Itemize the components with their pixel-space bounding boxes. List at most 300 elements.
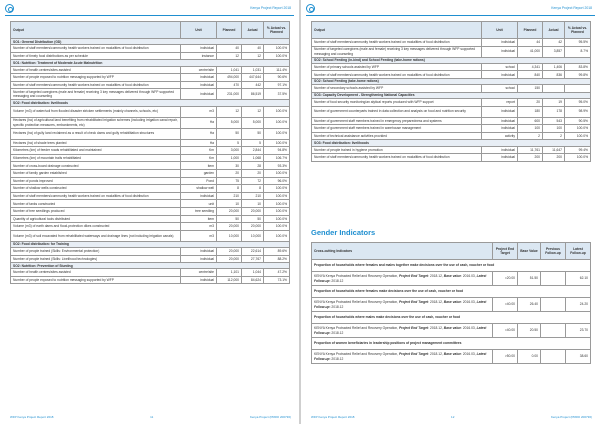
unit-cell: individual <box>482 125 518 133</box>
output-cell: Number of government counterparts trained in data collection and analysis on food and nutrition security <box>312 106 482 117</box>
output-cell: Number of staff members/community health workers trained on modalities of food distribution <box>312 39 482 47</box>
source-latest-date: : 2018.12 <box>329 304 344 309</box>
planned-cell: 200 <box>518 154 543 162</box>
planned-cell: 2 <box>518 132 543 140</box>
left-page <box>0 0 299 424</box>
source-target-date: : 2018.12, <box>428 299 444 304</box>
output-cell: Number of people trained (Skills: Environmental protection) <box>11 247 181 255</box>
base-value: 20.50 <box>518 324 541 338</box>
planned-cell: 50 <box>217 215 242 223</box>
pct-cell: 100.0% <box>565 154 591 162</box>
outputs-table-right <box>311 21 591 162</box>
indicator-data-row <box>312 324 591 338</box>
target-value: =40.00 <box>493 324 518 338</box>
table-row <box>312 117 591 125</box>
gender-table <box>311 242 591 364</box>
table-row <box>11 230 290 241</box>
unit-cell: individual <box>482 146 518 154</box>
col-indicator: Cross-cutting Indicators <box>312 243 493 260</box>
actual-cell: 10 <box>242 200 264 208</box>
planned-cell: 20,000 <box>217 207 242 215</box>
source-base-date: : 2016.03, <box>461 299 477 304</box>
planned-cell: 10,000 <box>217 230 242 241</box>
actual-cell: 210 <box>242 192 264 200</box>
table-row <box>11 74 290 82</box>
pct-cell: 90.6% <box>264 74 290 82</box>
actual-cell: 1,031 <box>242 66 264 74</box>
pct-cell: 99.8% <box>565 71 591 79</box>
previous-value <box>541 350 566 364</box>
table-row <box>11 66 290 74</box>
output-cell: Number of people trained (Skills: Livelihood technologies) <box>11 255 181 263</box>
footer-right: Kenya Project (PRRO 200736) <box>550 415 592 419</box>
output-cell: Hectares (ha) of agricultural land benefiting from rehabilitated irrigation schemes (including irrigation canal repair, specific protection measures, embankments, etc) <box>11 117 181 128</box>
unit-cell: individual <box>482 117 518 125</box>
table-row <box>11 147 290 155</box>
pct-cell: 100.0% <box>264 128 290 139</box>
planned-cell: 20,000 <box>217 223 242 231</box>
indicator-title: Proportion of households where females and males together make decisions over the use of cash, voucher or food <box>312 260 591 272</box>
indicator-title-row <box>312 260 591 272</box>
previous-value <box>541 298 566 312</box>
pct-cell: 99.4% <box>565 146 591 154</box>
pct-cell: 95.5% <box>565 39 591 47</box>
footer <box>311 415 592 419</box>
actual-cell: 19 <box>543 98 565 106</box>
page-number: 11 <box>150 415 154 419</box>
col-latest: Latest Follow-up <box>566 243 591 260</box>
actual-cell: 50 <box>242 215 264 223</box>
planned-cell: 600 <box>518 117 543 125</box>
header-rule <box>306 15 595 16</box>
source-target-label: Project End Target <box>398 299 429 304</box>
latest-value: 23.70 <box>566 324 591 338</box>
latest-value: 62.10 <box>566 272 591 286</box>
source-target-label: Project End Target <box>398 351 429 356</box>
col-unit: Unit <box>181 22 217 39</box>
col-actual: Actual <box>242 22 264 39</box>
source-base-label: Base value <box>443 273 461 278</box>
output-cell: Hectares (ha) of shade trees planted <box>11 139 181 147</box>
pct-cell: 100.0% <box>264 215 290 223</box>
indicator-source <box>312 350 493 364</box>
planned-cell: 231,000 <box>217 89 242 100</box>
table-row <box>11 45 290 53</box>
base-value: 51.50 <box>518 272 541 286</box>
actual-cell: 11,647 <box>543 146 565 154</box>
source-base-date: : 2016.03, <box>461 273 477 278</box>
col-planned: Planned <box>217 22 242 39</box>
source-location: KENYA Kenya Protracted Relief and Recovery Operation, <box>314 351 399 356</box>
actual-cell: 1,044 <box>242 269 264 277</box>
output-cell: Number of health centres/sites assisted <box>11 66 181 74</box>
table-row <box>312 106 591 117</box>
header-text: Kenya Project Report 2018 <box>250 6 291 10</box>
output-cell: Kilometres (km) of feeder roads rehabilitated and maintained <box>11 147 181 155</box>
table-row <box>312 125 591 133</box>
table-row <box>11 139 290 147</box>
pct-cell: 100.0% <box>264 169 290 177</box>
pct-cell: 100.0% <box>264 52 290 60</box>
latest-value: 24.20 <box>566 298 591 312</box>
source-base-date: : 2016.03, <box>461 325 477 330</box>
pct-cell: 97.1% <box>264 81 290 89</box>
actual-cell: 10,000 <box>242 230 264 241</box>
actual-cell: 40 <box>242 45 264 53</box>
unit-cell: individual <box>482 154 518 162</box>
pct-cell: 100.0% <box>264 139 290 147</box>
actual-cell: 20,000 <box>242 223 264 231</box>
actual-cell: 50 <box>242 128 264 139</box>
unit-cell: item <box>181 215 217 223</box>
output-cell: Number of government staff members trained in emergency preparedness and systems <box>312 117 482 125</box>
target-value: =20.00 <box>493 272 518 286</box>
table-row <box>11 52 290 60</box>
planned-cell: 12 <box>217 52 242 60</box>
latest-value: 38.60 <box>566 350 591 364</box>
output-cell: Number of timely food distributions as per schedule <box>11 52 181 60</box>
pct-cell: 93.3% <box>264 162 290 170</box>
col-output: Output <box>312 22 482 39</box>
unit-cell: Ha <box>181 128 217 139</box>
planned-cell: 12 <box>217 106 242 117</box>
planned-cell: 112,000 <box>217 276 242 284</box>
pct-cell: 100.0% <box>264 200 290 208</box>
table-row <box>312 85 591 93</box>
unit-cell: item <box>181 162 217 170</box>
planned-cell: 210 <box>217 192 242 200</box>
pct-cell: 100.0% <box>565 132 591 140</box>
unit-cell: individual <box>181 255 217 263</box>
table-row <box>11 276 290 284</box>
output-cell: Number of staff members/community health workers trained on modalities of food distribution <box>11 45 181 53</box>
indicator-data-row <box>312 298 591 312</box>
source-target-date: : 2018.12, <box>428 325 444 330</box>
actual-cell: 200 <box>543 154 565 162</box>
actual-cell: 28 <box>242 162 264 170</box>
indicator-title: Proportion of households where males make decisions over the use of cash, voucher or food <box>312 312 591 324</box>
unit-cell: individual <box>482 39 518 47</box>
pct-cell: 8.7% <box>565 46 591 57</box>
planned-cell: 40 <box>217 45 242 53</box>
table-row <box>11 162 290 170</box>
unit-cell: m3 <box>181 223 217 231</box>
output-cell: Number of people trained in hygiene promotion <box>312 146 482 154</box>
source-latest-label: Latest Follow-up <box>314 351 487 361</box>
output-cell: Number of people exposed to nutrition messaging supported by WFP <box>11 74 181 82</box>
section-title: SO2: School Feeding (in-kind) and School Feeding (take-home rations) <box>312 57 591 63</box>
unit-cell: individual <box>482 106 518 117</box>
unit-cell: garden <box>181 169 217 177</box>
page-number: 12 <box>451 415 455 419</box>
source-target-label: Project End Target <box>398 325 429 330</box>
planned-cell: 20,000 <box>217 255 242 263</box>
actual-cell <box>543 85 565 93</box>
actual-cell: 22,614 <box>242 247 264 255</box>
table-row <box>312 46 591 57</box>
output-cell: Number of people exposed to nutrition messaging supported by WFP <box>11 276 181 284</box>
pct-cell: 73.1% <box>264 276 290 284</box>
table-row <box>312 63 591 71</box>
target-value: =40.00 <box>493 298 518 312</box>
output-cell: Number of staff members/community health workers trained on modalities of food distribution <box>312 154 482 162</box>
indicator-title: Proportion of households where females make decisions over the use of cash, voucher or food <box>312 286 591 298</box>
col-pct: % Actual vs. Planned <box>565 22 591 39</box>
actual-cell: 42 <box>543 39 565 47</box>
pct-cell: 100.0% <box>264 117 290 128</box>
unit-cell: individual <box>181 74 217 82</box>
table-row <box>312 154 591 162</box>
planned-cell: 20,000 <box>217 247 242 255</box>
wfp-logo-icon <box>306 4 315 13</box>
pct-cell: 47.2% <box>264 269 290 277</box>
actual-cell: 447,644 <box>242 74 264 82</box>
table-row <box>11 223 290 231</box>
table-row <box>11 128 290 139</box>
table-row <box>11 81 290 89</box>
actual-cell: 72 <box>242 177 264 185</box>
source-latest-date: : 2018.12 <box>329 278 344 283</box>
previous-value <box>541 272 566 286</box>
gender-indicators-title: Gender Indicators <box>311 228 376 237</box>
col-pct: % Actual vs. Planned <box>264 22 290 39</box>
unit-cell: m3 <box>181 230 217 241</box>
actual-cell: 5 <box>242 139 264 147</box>
section-title: SO3: Capacity Development - Strengthening National Capacities <box>312 92 591 98</box>
output-cell: Volume (m3) of soil excavated from rehabilitated waterways and drainage lines (not including irrigation canals) <box>11 230 181 241</box>
source-base-label: Base value <box>443 351 461 356</box>
col-planned: Planned <box>518 22 543 39</box>
pct-cell: 106.7% <box>264 154 290 162</box>
actual-cell: 836 <box>543 71 565 79</box>
table-row <box>11 269 290 277</box>
output-cell: Number of staff members/community health workers trained on modalities of food distribution <box>11 81 181 89</box>
table-row <box>312 39 591 47</box>
planned-cell: 840 <box>518 71 543 79</box>
pct-cell: 37.5% <box>264 89 290 100</box>
actual-cell: 1,068 <box>242 154 264 162</box>
unit-cell: unit <box>181 200 217 208</box>
table-row <box>312 71 591 79</box>
table-row <box>11 255 290 263</box>
planned-cell: 44 <box>518 39 543 47</box>
unit-cell: shallow well <box>181 185 217 193</box>
unit-cell: individual <box>181 45 217 53</box>
section-title: SO2: Food distribution: livelihoods <box>11 100 290 106</box>
output-cell: Number of targeted caregivers (male and female) receiving 3 key messages delivered through WFP supported messaging and counseling <box>11 89 181 100</box>
col-unit: Unit <box>482 22 518 39</box>
col-target: Project End Target <box>493 243 518 260</box>
planned-cell: 5,000 <box>217 117 242 128</box>
actual-cell: 27,767 <box>242 255 264 263</box>
indicator-title-row <box>312 286 591 298</box>
col-base: Base Value <box>518 243 541 260</box>
planned-cell: 8 <box>217 185 242 193</box>
actual-cell: 84,624 <box>242 276 264 284</box>
planned-cell: 1,000 <box>217 154 242 162</box>
indicator-source <box>312 272 493 286</box>
output-cell: Number of shallow wells constructed <box>11 185 181 193</box>
source-location: KENYA Kenya Protracted Relief and Recovery Operation, <box>314 325 399 330</box>
unit-cell: m3 <box>181 106 217 117</box>
section-title: SO2: School Feeding (take-home rations) <box>312 78 591 84</box>
planned-cell: 30 <box>217 162 242 170</box>
footer-left: WFP Kenya Project Report 2018 <box>10 415 54 419</box>
indicator-title-row <box>312 338 591 350</box>
source-location: KENYA Kenya Protracted Relief and Recovery Operation, <box>314 299 399 304</box>
unit-cell: individual <box>181 192 217 200</box>
indicator-title-row <box>312 312 591 324</box>
pct-cell: 94.8% <box>264 147 290 155</box>
previous-value <box>541 324 566 338</box>
output-cell: Number of food security monitoring/an alytical reports produced with WFP support <box>312 98 482 106</box>
output-cell: Number of family garden established <box>11 169 181 177</box>
unit-cell: individual <box>181 81 217 89</box>
table-row <box>11 117 290 128</box>
table-row <box>11 200 290 208</box>
target-value: >50.00 <box>493 350 518 364</box>
output-cell: Number of targeted caregivers (male and female) receiving 3 key messages delivered through WFP supported messaging and counseling <box>312 46 482 57</box>
base-value: 0.00 <box>518 350 541 364</box>
unit-cell: tree seedling <box>181 207 217 215</box>
planned-cell: 470 <box>217 81 242 89</box>
unit-cell: school <box>482 63 518 71</box>
actual-cell: 442 <box>242 81 264 89</box>
planned-cell: 3,000 <box>217 147 242 155</box>
source-latest-label: Latest Follow-up <box>314 299 487 309</box>
actual-cell: 12 <box>242 106 264 117</box>
actual-cell: 20,000 <box>242 207 264 215</box>
pct-cell: 100.0% <box>264 106 290 117</box>
footer-left: WFP Kenya Project Report 2018 <box>311 415 355 419</box>
planned-cell: 494,000 <box>217 74 242 82</box>
source-latest-label: Latest Follow-up <box>314 273 487 283</box>
output-cell: Number of health centres/sites assisted <box>11 269 181 277</box>
pct-cell: 96.0% <box>264 177 290 185</box>
section-title: SO2: Food distribution: for Training <box>11 241 290 247</box>
output-cell: Number of technical assistance activities provided <box>312 132 482 140</box>
table-row <box>11 106 290 117</box>
pct-cell: 100.0% <box>264 185 290 193</box>
col-prev: Previous Follow-up <box>541 243 566 260</box>
pct-cell: 89.6% <box>264 247 290 255</box>
unit-cell: individual <box>181 276 217 284</box>
output-cell: Volume (m3) of water/soil from flooded disaster stricken settlements (mainly channels, schools, etc) <box>11 106 181 117</box>
unit-cell: Pond <box>181 177 217 185</box>
actual-cell: 8 <box>242 185 264 193</box>
actual-cell: 3,857 <box>543 46 565 57</box>
planned-cell: 10 <box>217 200 242 208</box>
planned-cell: 20 <box>217 169 242 177</box>
table-row <box>11 192 290 200</box>
planned-cell: 4,341 <box>518 63 543 71</box>
planned-cell: 41,000 <box>518 46 543 57</box>
unit-cell: individual <box>181 247 217 255</box>
planned-cell: 100 <box>518 125 543 133</box>
pct-cell: 100.0% <box>264 45 290 53</box>
source-target-label: Project End Target <box>398 273 429 278</box>
footer <box>10 415 291 419</box>
section-title: SO2: Nutrition: Prevention of Stunting <box>11 263 290 269</box>
planned-cell: 1,041 <box>217 66 242 74</box>
output-cell: Kilometres (km) of mountain trails rehabilitated <box>11 154 181 162</box>
actual-cell: 100 <box>543 125 565 133</box>
output-cell: Number of staff members/community health workers trained on modalities of food distribution <box>312 71 482 79</box>
output-cell: Hectares (ha) of gully land reclaimed as a result of check dams and gully rehabilitation structures <box>11 128 181 139</box>
planned-cell: 1,101 <box>217 269 242 277</box>
unit-cell: school <box>482 85 518 93</box>
table-row <box>11 185 290 193</box>
planned-cell: 50 <box>217 128 242 139</box>
planned-cell: 20 <box>518 98 543 106</box>
actual-cell: 1,406 <box>543 63 565 71</box>
table-row <box>312 98 591 106</box>
actual-cell: 12 <box>242 52 264 60</box>
pct-cell: 90.5% <box>565 117 591 125</box>
table-row <box>312 132 591 140</box>
table-row <box>11 89 290 100</box>
unit-cell: individual <box>482 46 518 57</box>
table-row <box>11 154 290 162</box>
source-base-label: Base value <box>443 325 461 330</box>
indicator-title: Proportion of women beneficiaries in leadership positions of project management committees <box>312 338 591 350</box>
wfp-logo-icon <box>5 4 14 13</box>
actual-cell: 178 <box>543 106 565 117</box>
source-target-date: : 2018.12, <box>428 273 444 278</box>
actual-cell: 86,519 <box>242 89 264 100</box>
source-base-date: : 2016.03, <box>461 351 477 356</box>
unit-cell: Km <box>181 154 217 162</box>
pct-cell: 88.2% <box>264 255 290 263</box>
actual-cell: 2,844 <box>242 147 264 155</box>
source-target-date: : 2018.12, <box>428 351 444 356</box>
table-row <box>11 169 290 177</box>
source-latest-date: : 2018.12 <box>329 356 344 361</box>
section-title: SO3: Food distribution: livelihoods <box>312 140 591 146</box>
output-cell: Number of ponds improved <box>11 177 181 185</box>
unit-cell: Ha <box>181 117 217 128</box>
header-rule <box>5 15 294 16</box>
pct-cell: 100.0% <box>264 223 290 231</box>
source-latest-date: : 2018.12 <box>329 330 344 335</box>
pct-cell: 100.0% <box>565 125 591 133</box>
col-output: Output <box>11 22 181 39</box>
unit-cell: instance <box>181 52 217 60</box>
unit-cell: centre/site <box>181 66 217 74</box>
unit-cell: individual <box>181 89 217 100</box>
planned-cell: 180 <box>518 106 543 117</box>
pct-cell <box>565 85 591 93</box>
right-page <box>301 0 600 424</box>
col-actual: Actual <box>543 22 565 39</box>
output-cell: Number of cross-board drainage constructed <box>11 162 181 170</box>
source-base-label: Base value <box>443 299 461 304</box>
output-cell: Number of primary schools assisted by WFP <box>312 63 482 71</box>
section-title: SO1: Nutrition: Treatment of Moderate Acute Malnutrition <box>11 60 290 66</box>
source-latest-label: Latest Follow-up <box>314 325 487 335</box>
indicator-source <box>312 298 493 312</box>
planned-cell: 5 <box>217 139 242 147</box>
table-row <box>11 177 290 185</box>
pct-cell: 98.9% <box>565 106 591 117</box>
output-cell: Number of tree seedlings produced <box>11 207 181 215</box>
indicator-data-row <box>312 272 591 286</box>
actual-cell: 543 <box>543 117 565 125</box>
pct-cell: 95.0% <box>565 98 591 106</box>
planned-cell: 75 <box>217 177 242 185</box>
output-cell: Number of staff members/community health workers trained on modalities of food distribution <box>11 192 181 200</box>
unit-cell: Ha <box>181 139 217 147</box>
